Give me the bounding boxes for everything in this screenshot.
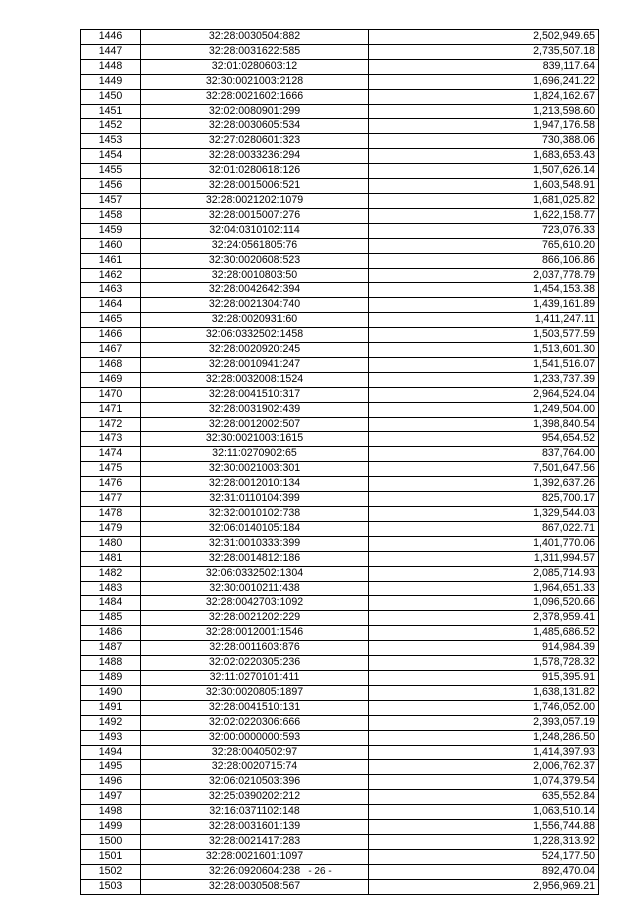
row-number-cell: 1481 xyxy=(81,551,141,566)
cadastral-number-cell: 32:02:0220305:236 xyxy=(141,656,369,671)
row-number-cell: 1500 xyxy=(81,834,141,849)
table-row xyxy=(81,685,599,700)
table-row xyxy=(81,253,599,268)
cadastral-number-cell: 32:11:0270902:65 xyxy=(141,447,369,462)
table-row xyxy=(81,89,599,104)
cadastral-number-cell: 32:28:0021304:740 xyxy=(141,298,369,313)
table-row xyxy=(81,581,599,596)
table-row xyxy=(81,313,599,328)
value-cell: 2,378,959.41 xyxy=(369,611,599,626)
value-cell: 2,956,969.21 xyxy=(369,879,599,894)
table-row xyxy=(81,462,599,477)
row-number-cell: 1476 xyxy=(81,477,141,492)
cadastral-table xyxy=(80,29,599,895)
cadastral-number-cell: 32:16:0371102:148 xyxy=(141,805,369,820)
cadastral-number-cell: 32:28:0015006:521 xyxy=(141,179,369,194)
table-row xyxy=(81,104,599,119)
value-cell: 1,096,520.66 xyxy=(369,596,599,611)
row-number-cell: 1453 xyxy=(81,134,141,149)
table-body xyxy=(81,30,599,895)
cadastral-number-cell: 32:30:0020608:523 xyxy=(141,253,369,268)
value-cell: 1,556,744.88 xyxy=(369,820,599,835)
table-row xyxy=(81,536,599,551)
table-row xyxy=(81,283,599,298)
row-number-cell: 1446 xyxy=(81,30,141,45)
value-cell: 1,683,653.43 xyxy=(369,149,599,164)
value-cell: 1,398,840.54 xyxy=(369,417,599,432)
cadastral-number-cell: 32:28:0041510:131 xyxy=(141,700,369,715)
table-row xyxy=(81,164,599,179)
value-cell: 954,654.52 xyxy=(369,432,599,447)
value-cell: 524,177.50 xyxy=(369,849,599,864)
row-number-cell: 1463 xyxy=(81,283,141,298)
row-number-cell: 1489 xyxy=(81,670,141,685)
value-cell: 867,022.71 xyxy=(369,521,599,536)
table-row xyxy=(81,820,599,835)
table-row xyxy=(81,193,599,208)
cadastral-number-cell: 32:31:0110104:399 xyxy=(141,492,369,507)
row-number-cell: 1487 xyxy=(81,641,141,656)
row-number-cell: 1479 xyxy=(81,521,141,536)
value-cell: 635,552.84 xyxy=(369,790,599,805)
value-cell: 723,076.33 xyxy=(369,223,599,238)
value-cell: 1,503,577.59 xyxy=(369,328,599,343)
row-number-cell: 1475 xyxy=(81,462,141,477)
row-number-cell: 1456 xyxy=(81,179,141,194)
cadastral-number-cell: 32:28:0021602:1666 xyxy=(141,89,369,104)
row-number-cell: 1503 xyxy=(81,879,141,894)
value-cell: 837,764.00 xyxy=(369,447,599,462)
row-number-cell: 1455 xyxy=(81,164,141,179)
row-number-cell: 1474 xyxy=(81,447,141,462)
cadastral-number-cell: 32:28:0012001:1546 xyxy=(141,626,369,641)
row-number-cell: 1496 xyxy=(81,775,141,790)
value-cell: 1,681,025.82 xyxy=(369,193,599,208)
row-number-cell: 1454 xyxy=(81,149,141,164)
value-cell: 2,964,524.04 xyxy=(369,387,599,402)
value-cell: 1,964,651.33 xyxy=(369,581,599,596)
table-row xyxy=(81,656,599,671)
value-cell: 7,501,647.56 xyxy=(369,462,599,477)
table-row xyxy=(81,730,599,745)
row-number-cell: 1464 xyxy=(81,298,141,313)
table-row xyxy=(81,223,599,238)
table-row xyxy=(81,670,599,685)
cadastral-number-cell: 32:28:0021417:283 xyxy=(141,834,369,849)
value-cell: 1,329,544.03 xyxy=(369,507,599,522)
value-cell: 839,117.64 xyxy=(369,59,599,74)
table-row xyxy=(81,179,599,194)
table-row xyxy=(81,298,599,313)
cadastral-number-cell: 32:28:0011603:876 xyxy=(141,641,369,656)
cadastral-number-cell: 32:06:0140105:184 xyxy=(141,521,369,536)
cadastral-number-cell: 32:28:0020920:245 xyxy=(141,343,369,358)
value-cell: 1,228,313.92 xyxy=(369,834,599,849)
table-row xyxy=(81,357,599,372)
cadastral-number-cell: 32:28:0033236:294 xyxy=(141,149,369,164)
row-number-cell: 1480 xyxy=(81,536,141,551)
value-cell: 1,507,626.14 xyxy=(369,164,599,179)
row-number-cell: 1482 xyxy=(81,566,141,581)
cadastral-number-cell: 32:28:0014812:186 xyxy=(141,551,369,566)
cadastral-number-cell: 32:28:0032008:1524 xyxy=(141,372,369,387)
row-number-cell: 1501 xyxy=(81,849,141,864)
value-cell: 1,638,131.82 xyxy=(369,685,599,700)
cadastral-number-cell: 32:06:0332502:1458 xyxy=(141,328,369,343)
row-number-cell: 1492 xyxy=(81,715,141,730)
table-row xyxy=(81,208,599,223)
row-number-cell: 1466 xyxy=(81,328,141,343)
table-row xyxy=(81,328,599,343)
row-number-cell: 1448 xyxy=(81,59,141,74)
value-cell: 765,610.20 xyxy=(369,238,599,253)
cadastral-number-cell: 32:28:0031622:585 xyxy=(141,44,369,59)
value-cell: 1,439,161.89 xyxy=(369,298,599,313)
row-number-cell: 1497 xyxy=(81,790,141,805)
table-row xyxy=(81,566,599,581)
cadastral-number-cell: 32:28:0030508:567 xyxy=(141,879,369,894)
cadastral-number-cell: 32:28:0010803:50 xyxy=(141,268,369,283)
table-row xyxy=(81,521,599,536)
value-cell: 1,513,601.30 xyxy=(369,343,599,358)
row-number-cell: 1494 xyxy=(81,745,141,760)
table-row xyxy=(81,447,599,462)
table-row xyxy=(81,44,599,59)
value-cell: 1,824,162.67 xyxy=(369,89,599,104)
table-row xyxy=(81,879,599,894)
value-cell: 2,085,714.93 xyxy=(369,566,599,581)
table-row xyxy=(81,343,599,358)
row-number-cell: 1490 xyxy=(81,685,141,700)
value-cell: 1,603,548.91 xyxy=(369,179,599,194)
value-cell: 1,248,286.50 xyxy=(369,730,599,745)
cadastral-number-cell: 32:30:0021003:2128 xyxy=(141,74,369,89)
value-cell: 1,541,516.07 xyxy=(369,357,599,372)
value-cell: 825,700.17 xyxy=(369,492,599,507)
value-cell: 1,213,598.60 xyxy=(369,104,599,119)
cadastral-number-cell: 32:30:0010211:438 xyxy=(141,581,369,596)
value-cell: 1,249,504.00 xyxy=(369,402,599,417)
value-cell: 914,984.39 xyxy=(369,641,599,656)
cadastral-number-cell: 32:28:0020931:60 xyxy=(141,313,369,328)
cadastral-number-cell: 32:28:0021202:1079 xyxy=(141,193,369,208)
row-number-cell: 1451 xyxy=(81,104,141,119)
row-number-cell: 1477 xyxy=(81,492,141,507)
value-cell: 1,454,153.38 xyxy=(369,283,599,298)
row-number-cell: 1473 xyxy=(81,432,141,447)
row-number-cell: 1470 xyxy=(81,387,141,402)
value-cell: 1,392,637.26 xyxy=(369,477,599,492)
value-cell: 1,074,379.54 xyxy=(369,775,599,790)
cadastral-number-cell: 32:26:0920604:238 xyxy=(141,864,369,879)
row-number-cell: 1467 xyxy=(81,343,141,358)
row-number-cell: 1460 xyxy=(81,238,141,253)
cadastral-number-cell: 32:27:0280601:323 xyxy=(141,134,369,149)
table-row xyxy=(81,507,599,522)
cadastral-number-cell: 32:30:0021003:301 xyxy=(141,462,369,477)
cadastral-number-cell: 32:28:0012010:134 xyxy=(141,477,369,492)
row-number-cell: 1491 xyxy=(81,700,141,715)
table-row xyxy=(81,596,599,611)
table-row xyxy=(81,30,599,45)
row-number-cell: 1483 xyxy=(81,581,141,596)
row-number-cell: 1449 xyxy=(81,74,141,89)
row-number-cell: 1450 xyxy=(81,89,141,104)
table-row xyxy=(81,372,599,387)
cadastral-number-cell: 32:01:0280603:12 xyxy=(141,59,369,74)
table-row xyxy=(81,477,599,492)
row-number-cell: 1465 xyxy=(81,313,141,328)
table-row xyxy=(81,834,599,849)
row-number-cell: 1495 xyxy=(81,760,141,775)
value-cell: 1,578,728.32 xyxy=(369,656,599,671)
table-row xyxy=(81,790,599,805)
row-number-cell: 1461 xyxy=(81,253,141,268)
table-row xyxy=(81,641,599,656)
row-number-cell: 1469 xyxy=(81,372,141,387)
cadastral-number-cell: 32:30:0021003:1615 xyxy=(141,432,369,447)
value-cell: 1,696,241.22 xyxy=(369,74,599,89)
table-row xyxy=(81,715,599,730)
table-row xyxy=(81,74,599,89)
cadastral-number-cell: 32:06:0332502:1304 xyxy=(141,566,369,581)
page-number: - 26 - xyxy=(308,866,332,877)
cadastral-number-cell: 32:28:0020715:74 xyxy=(141,760,369,775)
row-number-cell: 1471 xyxy=(81,402,141,417)
row-number-cell: 1462 xyxy=(81,268,141,283)
table-row xyxy=(81,238,599,253)
cadastral-number-cell: 32:11:0270101:411 xyxy=(141,670,369,685)
table-row xyxy=(81,805,599,820)
value-cell: 1,411,247.11 xyxy=(369,313,599,328)
value-cell: 1,485,686.52 xyxy=(369,626,599,641)
row-number-cell: 1459 xyxy=(81,223,141,238)
cadastral-number-cell: 32:28:0031601:139 xyxy=(141,820,369,835)
value-cell: 1,746,052.00 xyxy=(369,700,599,715)
value-cell: 1,233,737.39 xyxy=(369,372,599,387)
value-cell: 1,311,994.57 xyxy=(369,551,599,566)
cadastral-number-cell: 32:28:0015007:276 xyxy=(141,208,369,223)
table-row xyxy=(81,492,599,507)
row-number-cell: 1458 xyxy=(81,208,141,223)
table-row xyxy=(81,59,599,74)
cadastral-number-cell: 32:28:0012002:507 xyxy=(141,417,369,432)
table-row xyxy=(81,119,599,134)
table-row xyxy=(81,402,599,417)
value-cell: 2,735,507.18 xyxy=(369,44,599,59)
cadastral-number-cell: 32:32:0010102:738 xyxy=(141,507,369,522)
row-number-cell: 1488 xyxy=(81,656,141,671)
table-row xyxy=(81,611,599,626)
cadastral-number-cell: 32:28:0031902:439 xyxy=(141,402,369,417)
table-row xyxy=(81,432,599,447)
table-row xyxy=(81,149,599,164)
row-number-cell: 1485 xyxy=(81,611,141,626)
row-number-cell: 1447 xyxy=(81,44,141,59)
row-number-cell: 1493 xyxy=(81,730,141,745)
value-cell: 866,106.86 xyxy=(369,253,599,268)
row-number-cell: 1478 xyxy=(81,507,141,522)
cadastral-number-cell: 32:30:0020805:1897 xyxy=(141,685,369,700)
value-cell: 2,006,762.37 xyxy=(369,760,599,775)
row-number-cell: 1472 xyxy=(81,417,141,432)
value-cell: 892,470.04 xyxy=(369,864,599,879)
cadastral-number-cell: 32:04:0310102:114 xyxy=(141,223,369,238)
row-number-cell: 1457 xyxy=(81,193,141,208)
cadastral-number-cell: 32:02:0220306:666 xyxy=(141,715,369,730)
table-row xyxy=(81,134,599,149)
value-cell: 2,502,949.65 xyxy=(369,30,599,45)
row-number-cell: 1468 xyxy=(81,357,141,372)
row-number-cell: 1486 xyxy=(81,626,141,641)
value-cell: 2,037,778.79 xyxy=(369,268,599,283)
row-number-cell: 1498 xyxy=(81,805,141,820)
cadastral-number-cell: 32:28:0021601:1097 xyxy=(141,849,369,864)
table-row xyxy=(81,268,599,283)
table-row xyxy=(81,417,599,432)
table-row xyxy=(81,760,599,775)
row-number-cell: 1499 xyxy=(81,820,141,835)
value-cell: 1,947,176.58 xyxy=(369,119,599,134)
cadastral-number-cell: 32:28:0030504:882 xyxy=(141,30,369,45)
cadastral-number-cell: 32:28:0041510:317 xyxy=(141,387,369,402)
cadastral-number-cell: 32:06:0210503:396 xyxy=(141,775,369,790)
cadastral-number-cell: 32:25:0390202:212 xyxy=(141,790,369,805)
cadastral-number-cell: 32:28:0021202:229 xyxy=(141,611,369,626)
cadastral-number-cell: 32:31:0010333:399 xyxy=(141,536,369,551)
value-cell: 730,388.06 xyxy=(369,134,599,149)
table-row xyxy=(81,849,599,864)
cadastral-number-cell: 32:00:0000000:593 xyxy=(141,730,369,745)
table-row xyxy=(81,551,599,566)
table-row xyxy=(81,745,599,760)
cadastral-number-cell: 32:28:0030605:534 xyxy=(141,119,369,134)
value-cell: 1,622,158.77 xyxy=(369,208,599,223)
row-number-cell: 1484 xyxy=(81,596,141,611)
cadastral-number-cell: 32:24:0561805:76 xyxy=(141,238,369,253)
value-cell: 2,393,057.19 xyxy=(369,715,599,730)
cadastral-number-cell: 32:02:0080901:299 xyxy=(141,104,369,119)
value-cell: 1,063,510.14 xyxy=(369,805,599,820)
cadastral-number-cell: 32:28:0040502:97 xyxy=(141,745,369,760)
cadastral-number-cell: 32:28:0042703:1092 xyxy=(141,596,369,611)
value-cell: 1,414,397.93 xyxy=(369,745,599,760)
cadastral-number-cell: 32:28:0010941:247 xyxy=(141,357,369,372)
cadastral-number-cell: 32:28:0042642:394 xyxy=(141,283,369,298)
value-cell: 915,395.91 xyxy=(369,670,599,685)
row-number-cell: 1502 xyxy=(81,864,141,879)
row-number-cell: 1452 xyxy=(81,119,141,134)
table-row xyxy=(81,700,599,715)
table-row xyxy=(81,775,599,790)
table-row xyxy=(81,387,599,402)
cadastral-number-cell: 32:01:0280618:126 xyxy=(141,164,369,179)
table-row xyxy=(81,626,599,641)
value-cell: 1,401,770.06 xyxy=(369,536,599,551)
